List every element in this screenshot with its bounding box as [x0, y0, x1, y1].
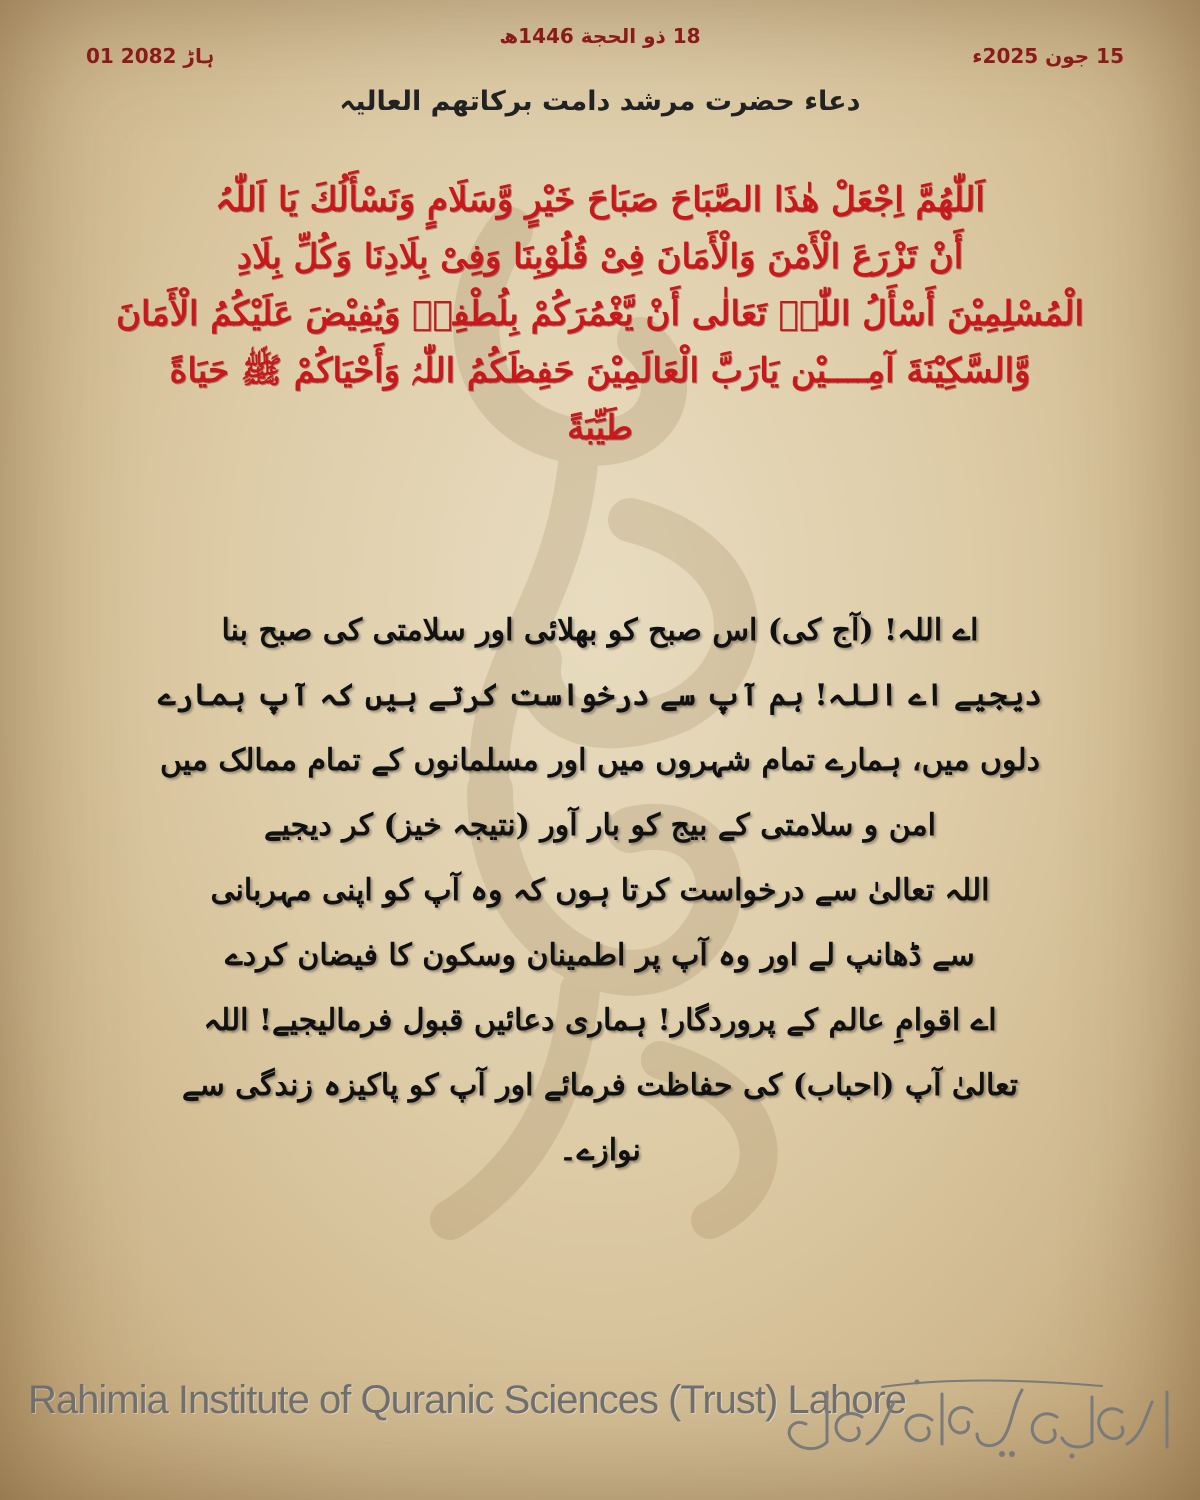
urdu-translation-line: دلوں میں، ہمارے تمام شہروں میں اور مسلمانوں کے تمام ممالک میں [159, 743, 1041, 778]
urdu-translation [110, 598, 1090, 1183]
urdu-translation-line: نوازے۔ [559, 1133, 641, 1168]
calligraphy-logo-icon [772, 1372, 1182, 1462]
urdu-translation-line: اے اللہ! (آج کی) اس صبح کو بھلائی اور سلامتی کی صبح بنا [221, 613, 979, 648]
arabic-dua-line: اَللّٰھُمَّ اِجْعَلْ ھٰذَا الصَّبَاحَ صَبَاحَ خَيْرٍ وَّسَلَامٍ وَنَسْأَلُكَ يَا اَللّٰہُ [215, 180, 985, 220]
institute-name-english: Rahimia Institute of Quranic Sciences (Trust) Lahore [28, 1378, 907, 1422]
page-title: دعاء حضرت مرشد دامت برکاتھم العالیہ [339, 86, 861, 117]
arabic-dua-line: وَّالسَّكِيْنَةَ آمِــــيْن يَارَبَّ الْعَالَمِيْنَ حَفِظَكُمُ اللّٰہُ وَأَحْيَاكُمْ ﷺ حَيَاةً [169, 351, 1031, 391]
gregorian-date: 15 جون 2025ء [972, 44, 1124, 68]
urdu-translation-line: امن و سلامتی کے بیج کو بار آور (نتیجہ خیز) کر دیجیے [264, 808, 936, 843]
urdu-translation-line: دیجیے اے اللہ! ہم آپ سے درخواست کرتے ہیں کہ آپ ہمارے [158, 678, 1042, 713]
arabic-dua-line: طَيِّبَةً [567, 408, 633, 448]
urdu-translation-line: اے اقوامِ عالم کے پروردگار! ہماری دعائیں قبول فرمالیجیے! اللہ [203, 1003, 997, 1038]
urdu-translation-line: اللہ تعالیٰ سے درخواست کرتا ہوں کہ وہ آپ کو اپنی مہربانی [210, 873, 990, 908]
arabic-dua [80, 172, 1120, 457]
arabic-dua-line: أَنْ تَزْرَعَ الْأَمْنَ وَالْأَمَانَ فِیْ قُلُوْبِنَا وَفِیْ بِلَادِنَا وَكُلِّ بِلَادِ [236, 237, 964, 277]
urdu-translation-line: تعالیٰ آپ (احباب) کی حفاظت فرمائے اور آپ کو پاکیزہ زندگی سے [181, 1068, 1018, 1103]
bikrami-date: 01 ہاڑ 2082 [86, 44, 215, 68]
arabic-dua-line: الْمُسْلِمِيْنَ أَسْأَلُ اللّٰہَ تَعَالٰی أَنْ يَّغْمُرَكُمْ بِلُطْفِهٖ وَيُفِيْضَ عَلَيْكُمُ الْأَمَانَ [116, 294, 1084, 334]
hijri-date: 18 ذو الحجة 1446ھ [499, 24, 701, 48]
urdu-translation-line: سے ڈھانپ لے اور وہ آپ پر اطمینان وسکون کا فیضان کردے [225, 938, 975, 973]
